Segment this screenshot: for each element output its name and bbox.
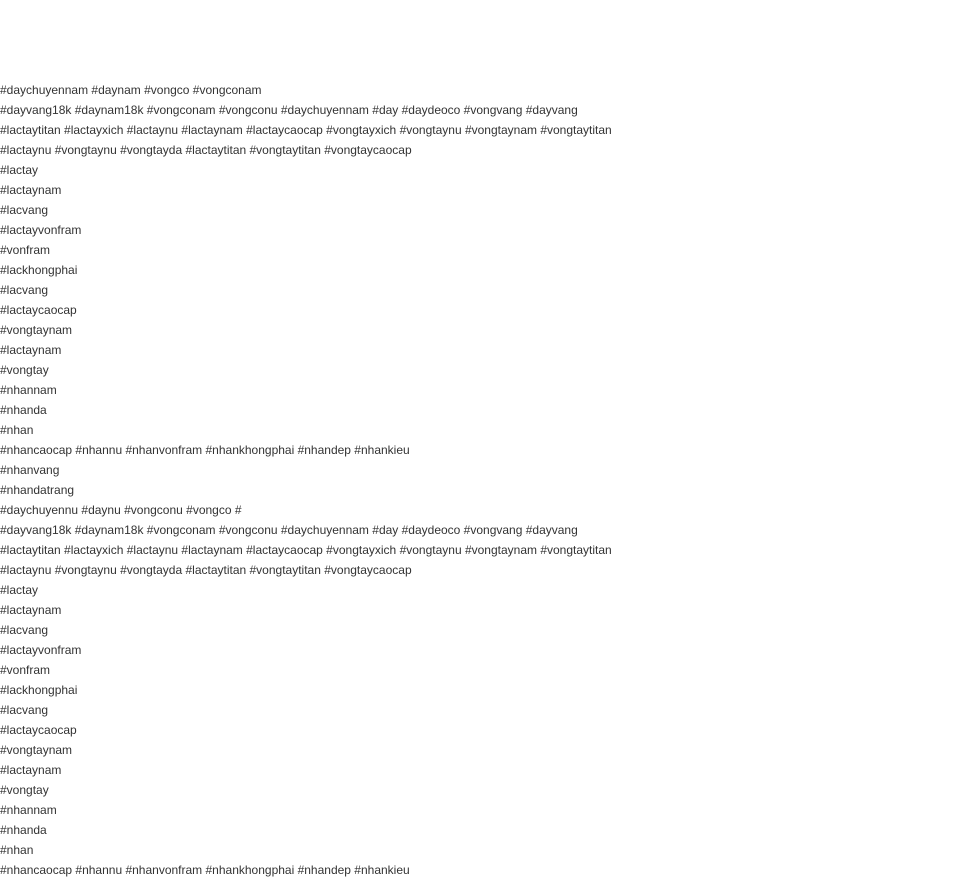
hashtag-line: #nhancaocap #nhannu #nhanvonfram #nhankhongphai #nhandep #nhankieu <box>0 443 410 457</box>
hashtag-line: #lacvang <box>0 623 49 637</box>
hashtag-line: #vongtay <box>0 363 49 377</box>
hashtag-line: #vonfram <box>0 663 51 677</box>
hashtag-line: #lactaytitan #lactayxich #lactaynu #lactaynam #lactaycaocap #vongtayxich #vongtaynu #vongtaynam #vongtaytitan <box>0 543 612 557</box>
hashtag-line: #dayvang18k #daynam18k #vongconam #vongconu #daychuyennam #day #daydeoco #vongvang #dayvang <box>0 523 578 537</box>
hashtag-line: #nhanvang <box>0 463 60 477</box>
hashtag-line: #lactaycaocap <box>0 723 77 737</box>
hashtag-line: #nhan <box>0 843 34 857</box>
hashtag-list <box>0 80 960 880</box>
hashtag-line: #vongtaynam <box>0 323 73 337</box>
hashtag-line: #lactay <box>0 163 39 177</box>
hashtag-line: #lactaynu #vongtaynu #vongtayda #lactaytitan #vongtaytitan #vongtaycaocap <box>0 143 412 157</box>
hashtag-line: #lactaynam <box>0 763 62 777</box>
hashtag-line: #lactayvonfram <box>0 223 82 237</box>
hashtag-line: #lactaynam <box>0 603 62 617</box>
hashtag-line: #nhancaocap #nhannu #nhanvonfram #nhankhongphai #nhandep #nhankieu <box>0 863 410 877</box>
hashtag-line: #nhandatrang <box>0 483 75 497</box>
hashtag-line: #nhanda <box>0 403 47 417</box>
hashtag-line: #lackhongphai <box>0 263 78 277</box>
hashtag-line: #lactaytitan #lactayxich #lactaynu #lactaynam #lactaycaocap #vongtayxich #vongtaynu #vongtaynam #vongtaytitan <box>0 123 612 137</box>
hashtag-line: #nhanda <box>0 823 47 837</box>
hashtag-line: #lacvang <box>0 203 49 217</box>
hashtag-line: #lactaynu #vongtaynu #vongtayda #lactaytitan #vongtaytitan #vongtaycaocap <box>0 563 412 577</box>
hashtag-line: #daychuyennu #daynu #vongconu #vongco # <box>0 503 242 517</box>
hashtag-line: #lactaynam <box>0 343 62 357</box>
hashtag-line: #vongtaynam <box>0 743 73 757</box>
hashtag-line: #nhan <box>0 423 34 437</box>
hashtag-line: #daychuyennam #daynam #vongco #vongconam <box>0 83 262 97</box>
hashtag-line: #nhannam <box>0 803 57 817</box>
hashtag-line: #lacvang <box>0 703 49 717</box>
hashtag-line: #vonfram <box>0 243 51 257</box>
hashtag-line: #lactay <box>0 583 39 597</box>
hashtag-line: #nhannam <box>0 383 57 397</box>
hashtag-line: #lacvang <box>0 283 49 297</box>
hashtag-line: #lactaynam <box>0 183 62 197</box>
hashtag-line: #vongtay <box>0 783 49 797</box>
hashtag-line: #lactayvonfram <box>0 643 82 657</box>
hashtag-line: #lactaycaocap <box>0 303 77 317</box>
hashtag-line: #lackhongphai <box>0 683 78 697</box>
hashtag-line: #dayvang18k #daynam18k #vongconam #vongconu #daychuyennam #day #daydeoco #vongvang #dayvang <box>0 103 578 117</box>
